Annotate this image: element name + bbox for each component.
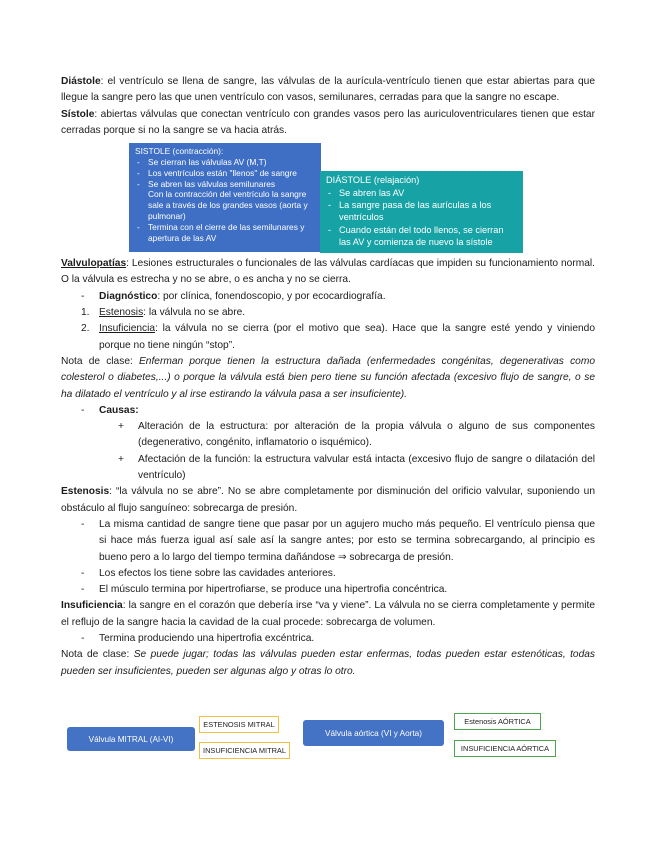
sistole-box [129, 143, 321, 252]
insuficiencia-paragraph [61, 598, 595, 631]
nota-text: Se puede jugar; todas las válvulas pueden estar enfermas, todas pueden estar estenóticas, todas pueden ser insuficientes, pueden ser algunas algo y otras lo otro. [61, 649, 595, 677]
valve-diagram [0, 716, 655, 766]
list-item: - Los efectos los tiene sobre las cavidades anteriores. [81, 567, 336, 579]
sistole-term: Sístole [61, 108, 95, 120]
valvulopatias-term: Valvulopatías [61, 258, 127, 270]
list-item: - Termina produciendo una hipertrofia excéntrica. [81, 633, 315, 645]
estenosis-term: Estenosis [99, 307, 144, 319]
estenosis-text: : “la válvula no se abre”. No se abre completamente por disminución del orificio valvular, suponiendo un obstáculo al flujo sanguíneo: sobrecarga de presión. [61, 486, 595, 514]
diastole-term: Diástole [61, 76, 101, 87]
list-number: 1. [81, 307, 90, 319]
causa-text: Afectación de la función: la estructura valvular está intacta (excesivo flujo de sangre o dilatación del ventrículo) [138, 453, 595, 482]
estenosis-item: Los efectos los tiene sobre las cavidades anteriores. [99, 567, 336, 579]
diastole-text: : el ventrículo se llena de sangre, las válvulas de la aurícula-ventrículo tienen que estar abiertas para que llegue la sangre pero las que unen ventrículo con vasos, semilunares, cerradas para que la sangre no escape. [61, 76, 595, 104]
estenosis-short-text: : la válvula no se abre. [143, 307, 246, 319]
valvulopatias-paragraph [61, 256, 595, 289]
sistole-box-title: SISTOLE (contracción): [135, 146, 224, 157]
list-item [61, 305, 595, 321]
insuficiencia-mitral-tag: INSUFICIENCIA MITRAL [199, 742, 290, 759]
list-item [61, 321, 595, 354]
estenosis-aortica-tag: Estenosis AÓRTICA [454, 713, 541, 730]
diagnostico-text: : por clínica, fonendoscopio, y por ecocardiografía. [157, 290, 386, 302]
causas-colon: : [135, 404, 139, 416]
sistole-box-item: - Se cierran las válvulas AV (M,T) [135, 157, 315, 168]
list-number: 2. [81, 323, 90, 335]
sistole-box-item: - Los ventrículos están "llenos" de sangre [135, 168, 315, 179]
sistole-box-continuation: Con la contracción del ventrículo la sangre sale a través de los grandes vasos (aorta y pulmonar) [148, 189, 308, 221]
nota-clase-2 [61, 647, 595, 680]
diastole-box [320, 171, 523, 253]
causa-text: Alteración de la estructura: por alteración de la propia válvula o alguno de sus componentes (degenerativo, congénito, inflamatorio o isquémico). [138, 421, 595, 449]
aortic-valve-box: Válvula aórtica (VI y Aorta) [303, 720, 444, 746]
nota-clase-1 [61, 354, 595, 403]
document-body [61, 74, 595, 680]
nota-text: Enferman porque tienen la estructura dañada (enfermedades congénitas, degenerativas como colesterol o diabetes,...) o porque la válvula está bien pero tiene su función afectada (excesivo flujo de sangre, o se ha dilatado el ventrículo y al irse estirando la válvula pasa a ser insuficiente). [61, 355, 595, 400]
list-item: - El músculo termina por hipertrofiarse, se produce una hipertrofia concéntrica. [81, 584, 448, 596]
causas-label: Causas [99, 404, 136, 416]
sistole-text: : abiertas válvulas que conectan ventrículo con grandes vasos pero las auriculoventriculares tienen que estar cerradas porque si no la sangre se va hacia atrás. [61, 108, 595, 136]
list-item: + Alteración de la estructura: por alteración de la propia válvula o alguno de sus componentes (degenerativo, congénito, inflamatorio o isquémico). [118, 421, 595, 449]
mitral-valve-box: Válvula MITRAL (AI-VI) [67, 727, 195, 751]
diagnostico-label: Diagnóstico [99, 290, 158, 302]
insuficiencia-aortica-tag: INSUFICIENCIA AÓRTICA [454, 740, 556, 757]
insuficiencia-short-text: : la válvula no se cierra (por el motivo que sea). Hace que la sangre esté yendo y viniendo porque no tiene ningún “stop”. [99, 323, 595, 351]
diastole-box-title: DIÁSTOLE (relajación) [326, 175, 420, 186]
diastole-box-item: - Se abren las AV [326, 187, 517, 199]
valvulopatias-text: : Lesiones estructurales o funcionales de las válvulas cardíacas que impiden su funcionamiento normal. O la válvula es estrecha y no se abre, o es ancha y no se cierra. [61, 258, 595, 286]
diastole-box-item: - La sangre pasa de las aurículas a los ventrículos [326, 199, 517, 224]
estenosis-heading: Estenosis [61, 486, 110, 498]
cardiac-cycle-diagram [61, 142, 595, 253]
sistole-paragraph [61, 107, 595, 140]
list-item: + Afectación de la función: la estructura valvular está intacta (excesivo flujo de sangre o dilatación del ventrículo) [118, 453, 595, 482]
nota-label: Nota de clase: [61, 649, 134, 661]
nota-label: Nota de clase: [61, 355, 139, 367]
list-item: - La misma cantidad de sangre tiene que pasar por un agujero mucho más pequeño. El ventrículo piensa que si hace más fuerza igual así sale así la sangre antes; por esto se termina sobrecargando, al principio es bueno pero a lo largo del tiempo termina dañándose ⇒ sobrecarga de presión. [81, 518, 595, 563]
insuficiencia-item: Termina produciendo una hipertrofia excéntrica. [99, 633, 315, 645]
estenosis-paragraph [61, 484, 595, 517]
insuficiencia-text: : la sangre en el corazón que debería irse “va y viene”. La válvula no se cierra completamente y permite el reflujo de la sangre hacia la cavidad de la cual procede: sobrecarga de volumen. [61, 600, 595, 628]
insuficiencia-term: Insuficiencia [99, 323, 156, 335]
diastole-paragraph [61, 74, 595, 107]
list-item: - Causas: [81, 404, 139, 416]
estenosis-item: La misma cantidad de sangre tiene que pasar por un agujero mucho más pequeño. El ventrículo piensa que si hace más fuerza igual así sale así la sangre antes; por esto se termina sobrecargando, al principio es bueno pero a lo largo del tiempo termina dañándose ⇒ sobrecarga de presión. [99, 518, 595, 563]
list-item: - Diagnóstico: por clínica, fonendoscopio, y por ecocardiografía. [81, 290, 386, 302]
estenosis-mitral-tag: ESTENOSIS MITRAL [199, 716, 279, 733]
insuficiencia-heading: Insuficiencia [61, 600, 123, 612]
sistole-box-item: - Se abren las válvulas semilunares [135, 179, 315, 190]
sistole-box-item: - Termina con el cierre de las semilunares y apertura de las AV [135, 222, 315, 244]
diastole-box-item: - Cuando están del todo llenos, se cierran las AV y comienza de nuevo la sístole [326, 224, 517, 249]
estenosis-item: El músculo termina por hipertrofiarse, se produce una hipertrofia concéntrica. [99, 584, 448, 596]
